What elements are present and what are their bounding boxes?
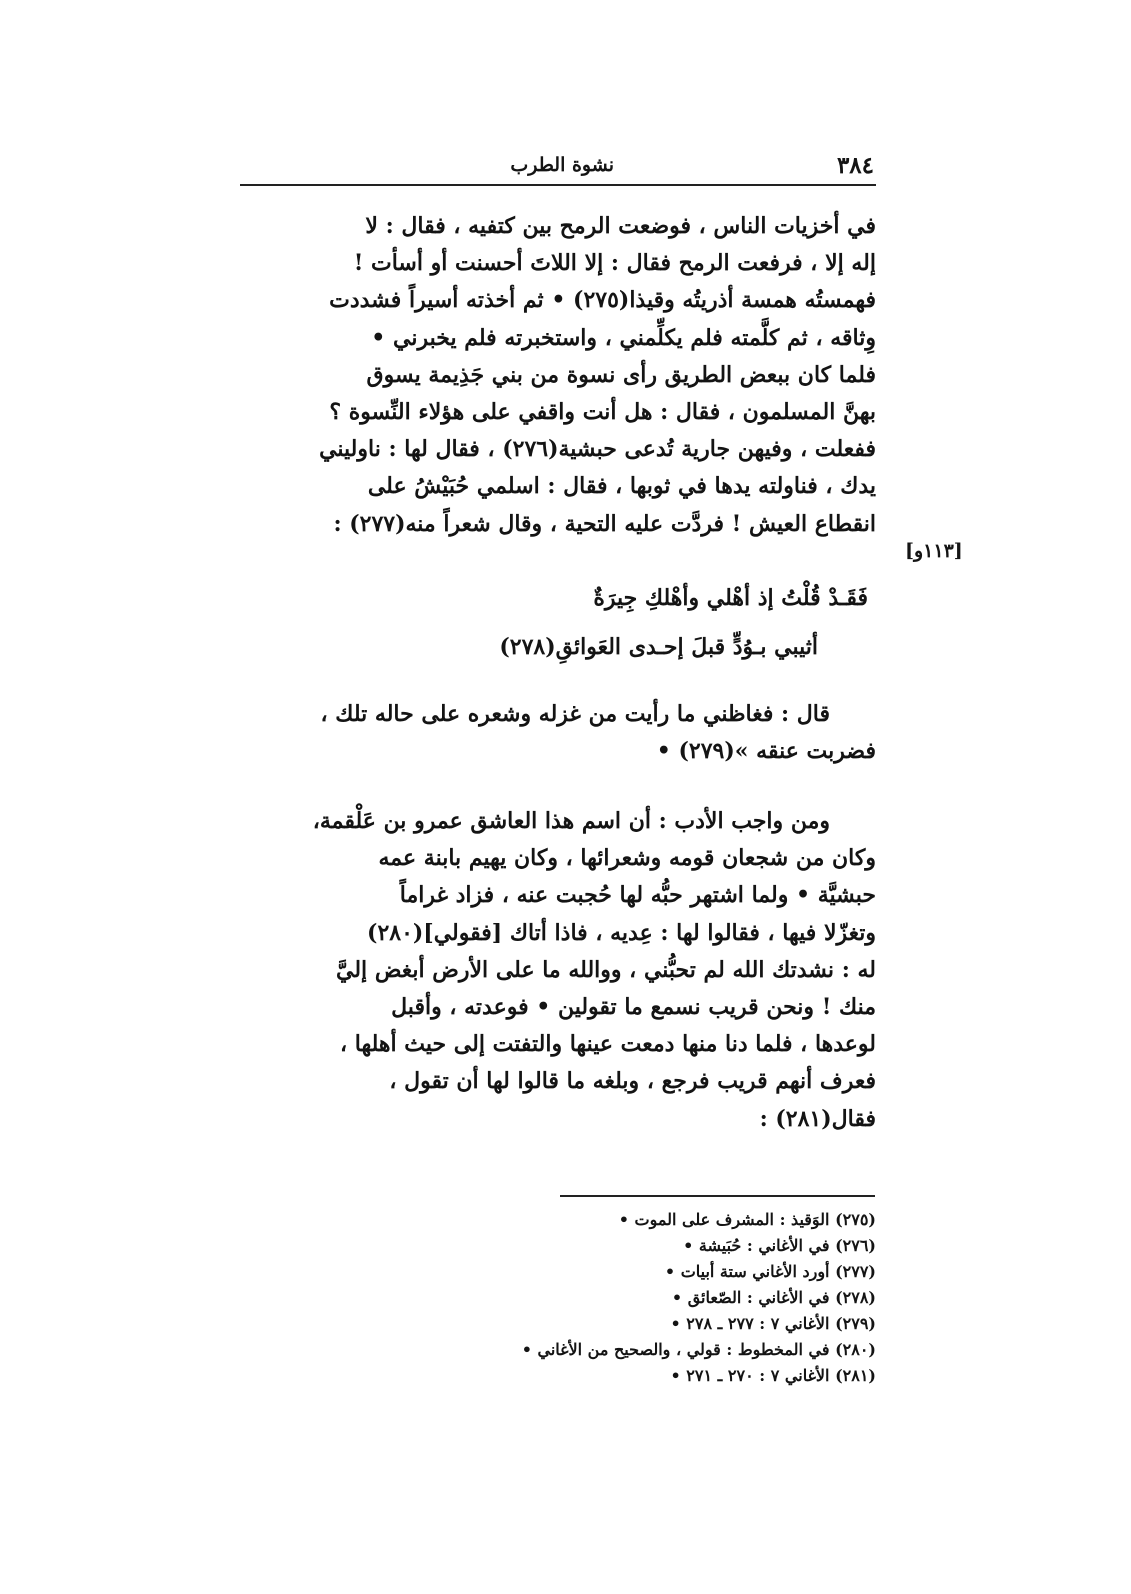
text-line: منك ! ونحن قريب نسمع ما تقولين • فوعدته ، وأقبل <box>391 994 876 1021</box>
paragraph-2 <box>240 803 876 1138</box>
footnote-divider <box>560 1195 875 1197</box>
text-line: فعرف أنهم قريب فرجع ، وبلغه ما قالوا لها أن تقول ، <box>389 1068 876 1095</box>
margin-folio-note: [١١٣و] <box>905 540 963 562</box>
page-number: ٣٨٤ <box>836 152 874 179</box>
text-line: فقال(٢٨١) : <box>759 1105 876 1132</box>
page-header <box>240 152 876 186</box>
text-line: لوعدها ، فلما دنا منها دمعت عينها والتفتت إلى حيث أهلها ، <box>340 1031 876 1058</box>
footnote: (٢٨١) الأغاني ٧ : ٢٧٠ ـ ٢٧١ • <box>670 1366 876 1385</box>
text-line: إله إلا ، فرفعت الرمح فقال : إلا اللاتَ أحسنت أو أسأت ! <box>353 250 876 277</box>
footnotes <box>240 1207 876 1389</box>
text-line: ومن واجب الأدب : أن اسم هذا العاشق عمرو بن عَلْقمة، <box>312 808 830 834</box>
text-line: فلما كان ببعض الطريق رأى نسوة من بني جَذِيمة يسوق <box>366 361 876 388</box>
text-line: قال : فغاظني ما رأيت من غزله وشعره على حاله تلك ، <box>320 701 830 727</box>
text-line: وكان من شجعان قومه وشعرائها ، وكان يهيم بابنة عمه <box>378 845 876 872</box>
text-line: وِثاقه ، ثم كلَّمته فلم يكلِّمني ، واستخبرته فلم يخبرني • <box>371 324 876 351</box>
footnote: (٢٨٠) في المخطوط : قولي ، والصحيح من الأغاني • <box>521 1340 876 1359</box>
text-line: فهمستُه همسة أذريتُه وقيذا(٢٧٥) • ثم أخذته أسيراً فشددت <box>329 287 876 314</box>
footnote: (٢٧٧) أورد الأغاني ستة أبيات • <box>664 1262 876 1281</box>
footnote: (٢٧٦) في الأغاني : حُبَيشة • <box>683 1236 876 1255</box>
verse-text: أثيبي بـوُدٍّ قبلَ إحـدى العَوائقِ(٢٧٨) <box>499 634 818 660</box>
text-line: في أخزيات الناس ، فوضعت الرمح بين كتفيه ، فقال : لا <box>365 213 876 239</box>
footnote: (٢٧٨) في الأغاني : الصّعائق • <box>671 1288 876 1307</box>
text-line: حبشيَّة • ولما اشتهر حبُّه لها حُجبت عنه ، فزاد غراماً <box>399 882 876 909</box>
running-title: نشوة الطرب <box>510 154 614 176</box>
text-line: وتغزّلا فيها ، فقالوا لها : عِديه ، فاذا أتاك [فقولي](٢٨٠) <box>367 919 876 946</box>
verse-line-2 <box>240 634 876 660</box>
text-line: بهنَّ المسلمون ، فقال : هل أنت واقفي على هؤلاء النِّسوة ؟ <box>329 399 876 426</box>
text-line: له : نشدتك الله لم تحبُّني ، ووالله ما على الأرض أبغض إليَّ <box>336 956 876 983</box>
text-line: انقطاع العيش ! فردَّت عليه التحية ، وقال شعراً منه(٢٧٧) : <box>333 510 876 537</box>
text-line: يدك ، فناولته يدها في ثوبها ، فقال : اسلمي حُبَيْشُ على <box>367 473 876 500</box>
footnote: (٢٧٩) الأغاني ٧ : ٢٧٧ ـ ٢٧٨ • <box>670 1314 876 1333</box>
verse-line-1 <box>240 585 876 611</box>
paragraph-after-verse <box>240 696 876 770</box>
verse-text: فَقَـدْ قُلْتُ إذ أهْلي وأهْلكِ جِيرَةٌ <box>593 585 868 611</box>
text-line: ففعلت ، وفيهن جارية تُدعى حبشية(٢٧٦) ، فقال لها : ناوليني <box>319 436 876 463</box>
text-line: فضربت عنقه »(٢٧٩) • <box>656 738 876 764</box>
footnote: (٢٧٥) الوَقيذ : المشرف على الموت • <box>618 1210 876 1229</box>
paragraph-1 <box>240 208 876 543</box>
